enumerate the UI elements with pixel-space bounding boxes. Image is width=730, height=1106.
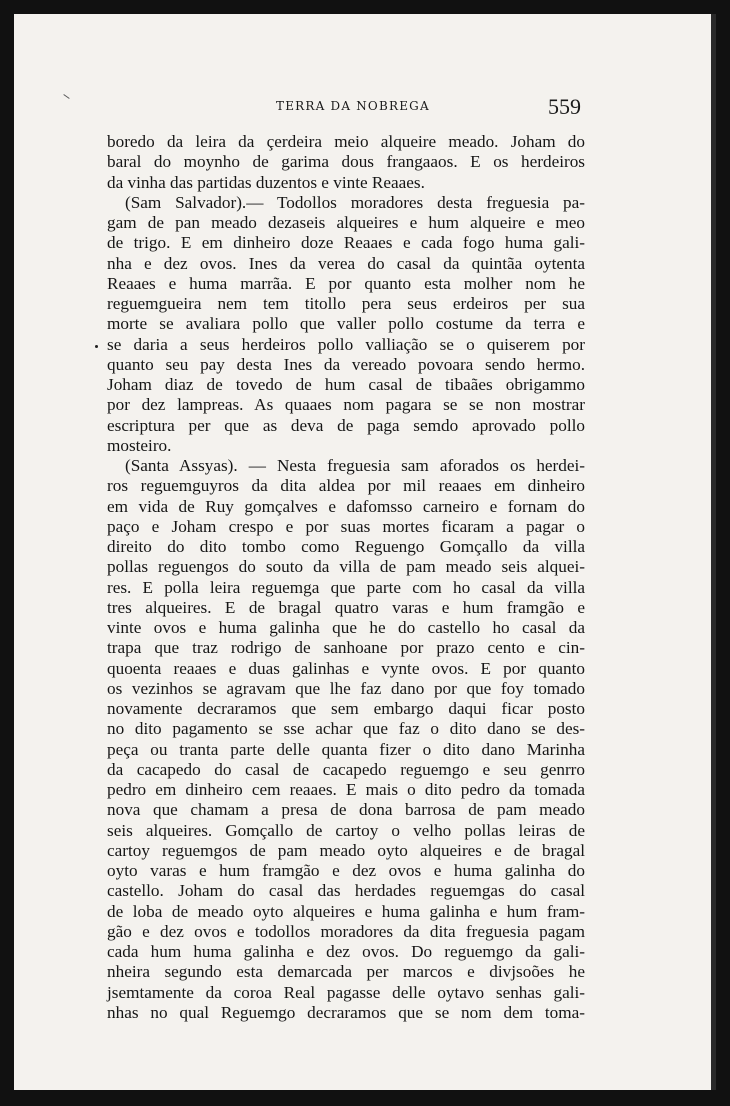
text-line: pollas reguengos do souto da villa de pam meado seis alquei- [107,557,585,577]
text-line: seis alqueires. Gomçallo de cartoy o velho pollas leiras de [107,820,585,840]
text-line: (Santa Assyas). — Nesta freguesia sam aforados os herdei- [125,456,585,475]
page-number: 559 [548,94,581,119]
text-line: mosteiro. [107,435,172,455]
text-line: Reaaes e huma marrãa. E por quanto esta molher nom he [107,273,585,293]
text-line: nhas no qual Reguemgo decraramos que se nom dem toma- [107,1002,585,1022]
text-line: vinte ovos e huma galinha que he do castello ho casal da [107,618,585,637]
text-line: de loba de meado oyto alqueires e huma galinha e hum fram- [107,901,585,921]
text-line: nheira segundo esta demarcada per marcos e divjsoões he [107,962,585,982]
text-line: da cacapedo do casal de cacapedo reguemgo e seu genrro [107,759,585,779]
text-line: em vida de Ruy gomçalves e dafomsso carneiro e fornam do [107,496,585,516]
page-edge-shadow [711,14,716,1090]
text-line: morte se avaliara pollo que valler pollo costume da terra e [107,314,585,334]
text-line: nha e dez ovos. Ines da verea do casal da quintãa oytenta [107,253,585,273]
text-line: gam de pan meado dezaseis alqueires e hum alqueire e meo [107,213,585,232]
text-line: da vinha das partidas duzentos e vinte Reaaes. [107,172,425,192]
text-line: (Sam Salvador).— Todollos moradores desta freguesia pa- [125,192,585,212]
text-line: de trigo. E em dinheiro doze Reaaes e cada fogo huma gali- [107,233,585,253]
text-line: tres alqueires. E de bragal quatro varas e hum framgão e [107,597,585,617]
text-line: cada hum huma galinha e dez ovos. Do reguemgo da gali- [107,942,585,961]
text-line: trapa que traz rodrigo de sanhoane por prazo cento e cin- [107,638,585,658]
text-line: por dez lampreas. As quaaes nom pagara se se non mostrar [107,395,585,415]
text-line: boredo da leira da çerdeira meio alqueire meado. Joham do [107,132,585,151]
ink-dot [95,345,98,348]
text-line: quoenta reaaes e duas galinhas e vynte ovos. E por quanto [107,658,585,678]
text-line: paço e Joham crespo e por suas mortes ficaram a pagar o [107,516,585,536]
text-line: se daria a seus herdeiros pollo valliação se o quiserem por [107,334,585,354]
text-line: escriptura per que as deva de paga semdo aprovado pollo [107,415,585,435]
text-line: oyto varas e hum framgão e dez ovos e huma galinha do [107,861,585,880]
running-head-title: TERRA DA NOBREGA [276,99,430,113]
text-line: nova que chamam a presa de dona barrosa de pam meado [107,800,585,820]
text-line: pedro em dinheiro cem reaaes. E mais o dito pedro da tomada [107,780,585,799]
text-line: castello. Joham do casal das herdades reguemgas do casal [107,881,585,901]
running-head [0,0,730,130]
body-text [107,132,585,1023]
text-line: res. E polla leira reguemga que parte com ho casal da villa [107,577,585,597]
text-line: gão e dez ovos e todollos moradores da dita freguesia pagam [107,921,585,941]
text-line: direito do dito tombo como Reguengo Gomçallo da villa [107,537,585,556]
text-line: os vezinhos se agravam que lhe faz dano por que foy tomado [107,678,585,698]
text-line: Joham diaz de tovedo de hum casal de tibaães obrigammo [107,375,585,394]
text-line: peça ou tranta parte delle quanta fizer o dito dano Marinha [107,739,585,759]
text-line: ros reguemguyros da dita aldea por mil reaaes em dinheiro [107,476,585,496]
text-line: jsemtamente da coroa Real pagasse delle oytavo senhas gali- [107,982,585,1002]
text-line: no dito pagamento se sse achar que faz o dito dano se des- [107,719,585,739]
text-line: novamente decraramos que sem embargo daqui ficar posto [107,699,585,718]
text-line: reguemgueira nem tem titollo pera seus erdeiros per sua [107,294,585,313]
text-line: quanto seu pay desta Ines da vereado povoara sendo hermo. [107,354,585,374]
text-line: baral do moynho de garima dous frangaaos. E os herdeiros [107,152,585,172]
text-line: cartoy reguemgos de pam meado oyto alqueires e de bragal [107,840,585,860]
